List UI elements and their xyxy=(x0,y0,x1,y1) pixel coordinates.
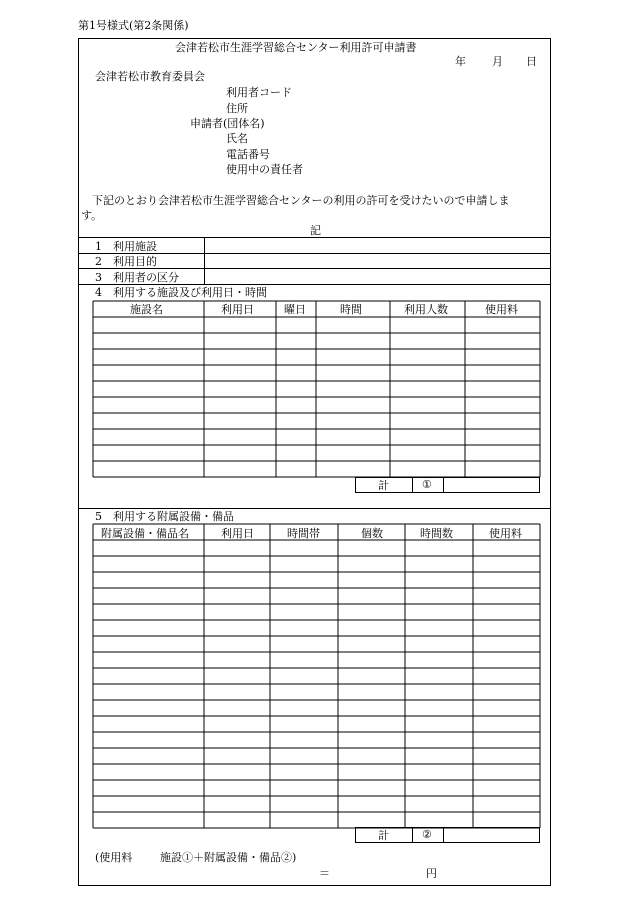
section4-header-fee: 使用料 xyxy=(485,303,518,316)
section5-header-hours: 時間数 xyxy=(420,527,453,540)
item-label-purpose: 利用目的 xyxy=(113,255,157,268)
statement-line-1: 下記のとおり会津若松市生涯学習総合センターの利用の許可を受けたいので申請しま xyxy=(92,194,510,207)
section5-total-label: 計 xyxy=(378,829,389,842)
section5-title: 5 利用する附属設備・備品 xyxy=(95,510,234,523)
applicant-name-label: 氏名 xyxy=(226,132,248,145)
fee-prefix: (使用料 xyxy=(95,851,133,864)
statement-line-2: す。 xyxy=(81,209,103,222)
section4-header-time: 時間 xyxy=(340,303,362,316)
form-number-label: 第1号様式(第2条関係) xyxy=(78,19,189,32)
section4-header-people: 利用人数 xyxy=(404,303,448,316)
section5-header-date: 利用日 xyxy=(221,527,254,540)
form-title: 会津若松市生涯学習総合センター利用許可申請書 xyxy=(175,41,417,54)
section5-header-timeslot: 時間帯 xyxy=(287,527,320,540)
applicant-label: 申請者(団体名) xyxy=(190,117,265,130)
section4-total-divider-2 xyxy=(443,477,444,493)
section5-total-divider-1 xyxy=(412,827,413,843)
fee-equals: ＝ xyxy=(319,867,330,880)
ki-label: 記 xyxy=(310,224,321,237)
section5-header-equipment: 附属設備・備品名 xyxy=(101,527,189,540)
section4-title: 4 利用する施設及び利用日・時間 xyxy=(95,286,267,299)
fee-formula: 施設①＋附属設備・備品②) xyxy=(160,851,297,864)
section4-header-date: 利用日 xyxy=(221,303,254,316)
section5-total-mark: ② xyxy=(422,828,432,841)
section5-total-divider-2 xyxy=(443,827,444,843)
section4-total-mark: ① xyxy=(422,478,432,491)
date-month-label: 月 xyxy=(492,55,503,68)
addressee: 会津若松市教育委員会 xyxy=(95,70,205,83)
item-num-3: 3 xyxy=(95,271,102,284)
section4-total-divider-1 xyxy=(412,477,413,493)
item-num-2: 2 xyxy=(95,255,102,268)
date-day-label: 日 xyxy=(526,55,537,68)
fee-unit: 円 xyxy=(426,867,437,880)
date-year-label: 年 xyxy=(455,55,466,68)
applicant-responsible-label: 使用中の責任者 xyxy=(226,163,303,176)
applicant-address-label: 住所 xyxy=(226,102,248,115)
applicant-phone-label: 電話番号 xyxy=(226,148,270,161)
section-separator xyxy=(78,508,551,509)
section4-header-weekday: 曜日 xyxy=(284,303,306,316)
item-num-1: 1 xyxy=(95,240,102,253)
section4-header-facility: 施設名 xyxy=(130,303,163,316)
item-label-facility: 利用施設 xyxy=(113,240,157,253)
section5-header-fee: 使用料 xyxy=(489,527,522,540)
section5-header-quantity: 個数 xyxy=(361,527,383,540)
applicant-user-code-label: 利用者コード xyxy=(226,86,292,99)
item-label-category: 利用者の区分 xyxy=(113,271,179,284)
section4-total-label: 計 xyxy=(378,479,389,492)
